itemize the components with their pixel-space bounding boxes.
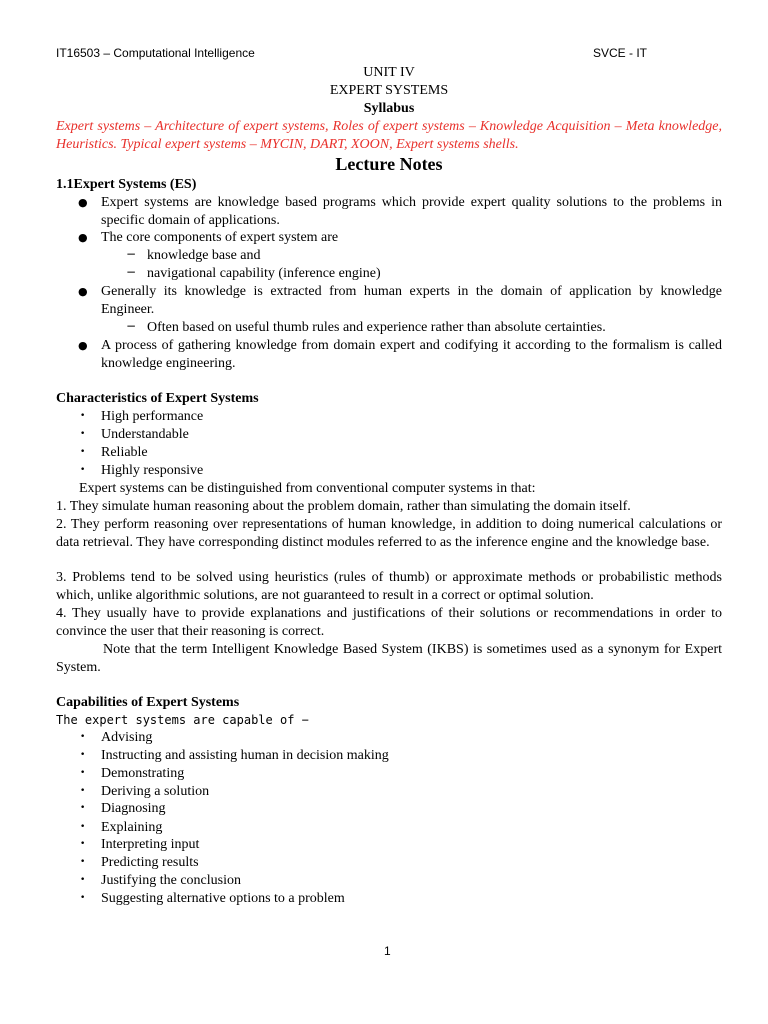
bullet-icon: • xyxy=(80,893,86,903)
list-item: A process of gathering knowledge from domain expert and codifying it according to the formalism is called knowledge engineering. xyxy=(101,338,722,371)
subject-title: EXPERT SYSTEMS xyxy=(329,83,449,98)
bullet-icon: ● xyxy=(78,196,88,209)
bullet-icon: • xyxy=(80,411,86,421)
bullet-icon: • xyxy=(80,803,86,813)
header-course: IT16503 – Computational Intelligence xyxy=(56,46,255,60)
paragraph-intro: Expert systems can be distinguished from conventional computer systems in that: xyxy=(79,481,536,496)
dash-icon: − xyxy=(126,265,137,279)
bullet-icon: ● xyxy=(78,231,88,244)
sub-list-item: navigational capability (inference engine) xyxy=(147,266,381,281)
bullet-icon: ● xyxy=(78,339,88,352)
syllabus-label: Syllabus xyxy=(363,101,415,116)
bullet-icon: • xyxy=(80,750,86,760)
paragraph: 3. Problems tend to be solved using heuristics (rules of thumb) or approximate methods or probabilistic methods which, unlike algorithmic solutions, are not guaranteed to result in a correct or optimal solution. xyxy=(56,570,722,603)
list-item: The core components of expert system are xyxy=(101,230,339,245)
list-item: Justifying the conclusion xyxy=(101,873,241,888)
bullet-icon: • xyxy=(80,447,86,457)
list-item: Explaining xyxy=(101,820,163,835)
list-item: Predicting results xyxy=(101,855,199,870)
paragraph: 2. They perform reasoning over representations of human knowledge, in addition to doing numerical calculations or data retrieval. They have corresponding distinct modules referred to as the inference engine and the knowledge base. xyxy=(56,517,722,550)
list-item: Interpreting input xyxy=(101,837,200,852)
bullet-icon: • xyxy=(80,875,86,885)
list-item: Diagnosing xyxy=(101,801,166,816)
bullet-icon: ● xyxy=(78,285,88,298)
bullet-icon: • xyxy=(80,857,86,867)
sub-list-item: knowledge base and xyxy=(147,248,261,263)
list-item: Reliable xyxy=(101,445,148,460)
bullet-icon: • xyxy=(80,768,86,778)
section-heading-characteristics: Characteristics of Expert Systems xyxy=(56,391,259,406)
list-item: Deriving a solution xyxy=(101,784,210,799)
section-heading-expert-systems: 1.1Expert Systems (ES) xyxy=(56,177,197,192)
paragraph: 1. They simulate human reasoning about the problem domain, rather than simulating the domain itself. xyxy=(56,499,631,514)
unit-title: UNIT IV xyxy=(363,65,415,80)
bullet-icon: • xyxy=(80,839,86,849)
list-item: Suggesting alternative options to a problem xyxy=(101,891,345,906)
list-item: Advising xyxy=(101,730,153,745)
list-item: Highly responsive xyxy=(101,463,204,478)
bullet-icon: • xyxy=(80,786,86,796)
list-item: Generally its knowledge is extracted from human experts in the domain of application by knowledge Engineer. xyxy=(101,284,722,317)
header-dept: SVCE - IT xyxy=(593,46,648,60)
list-item: Demonstrating xyxy=(101,766,185,781)
bullet-icon: • xyxy=(80,429,86,439)
bullet-icon: • xyxy=(80,822,86,832)
bullet-icon: • xyxy=(80,465,86,475)
syllabus-text: Expert systems – Architecture of expert systems, Roles of expert systems – Knowledge Acquisition – Meta knowledge, Heuristics. Typical expert systems – MYCIN, DART, XOON, Expert systems shells. xyxy=(56,119,722,152)
paragraph-note: Note that the term Intelligent Knowledge Based System (IKBS) is sometimes used as a synonym for Expert System. xyxy=(56,642,722,675)
section-heading-capabilities: Capabilities of Expert Systems xyxy=(56,695,240,710)
list-item: Expert systems are knowledge based programs which provide expert quality solutions to the problems in specific domain of applications. xyxy=(101,195,722,228)
page-number: 1 xyxy=(384,944,391,958)
paragraph: 4. They usually have to provide explanations and justifications of their solutions or recommendations in order to convince the user that their reasoning is correct. xyxy=(56,606,722,639)
dash-icon: − xyxy=(126,319,137,333)
list-item: Understandable xyxy=(101,427,189,442)
bullet-icon: • xyxy=(80,732,86,742)
list-item: Instructing and assisting human in decision making xyxy=(101,748,389,763)
dash-icon: − xyxy=(126,247,137,261)
paragraph-intro: The expert systems are capable of − xyxy=(56,713,309,727)
list-item: High performance xyxy=(101,409,204,424)
sub-list-item: Often based on useful thumb rules and experience rather than absolute certainties. xyxy=(147,320,606,335)
lecture-notes-title: Lecture Notes xyxy=(335,154,443,174)
